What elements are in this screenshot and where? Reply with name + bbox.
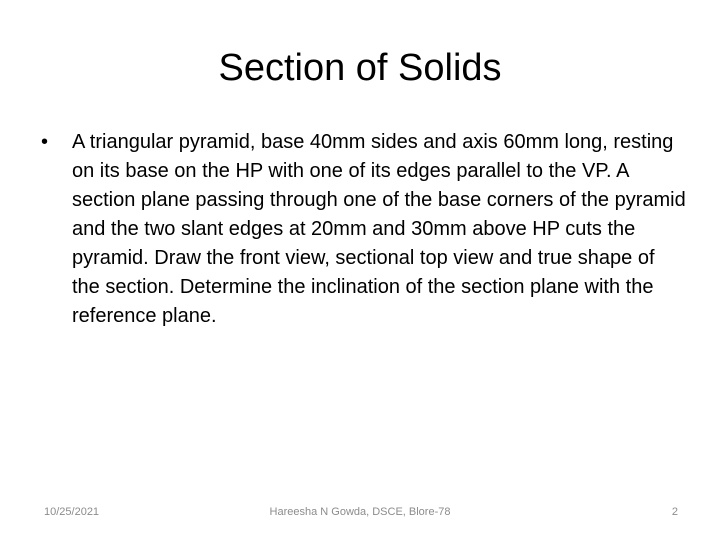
slide-body	[36, 128, 686, 331]
footer-author: Hareesha N Gowda, DSCE, Blore-78	[269, 506, 451, 518]
footer-page-number: 2	[671, 506, 678, 518]
bullet-icon: •	[41, 131, 49, 153]
slide-title: Section of Solids	[218, 47, 502, 89]
bullet-text: A triangular pyramid, base 40mm sides and axis 60mm long, resting on its base on the HP with one of its edges parallel to the VP. A section plane passing through one of the base corners of the pyramid and the two slant edges at 20mm and 30mm above HP cuts the pyramid. Draw the front view, sectional top view and true shape of the section. Determine the inclination of the section plane with the reference plane.	[72, 131, 686, 327]
bullet-item	[36, 128, 686, 331]
footer-date: 10/25/2021	[44, 506, 100, 518]
